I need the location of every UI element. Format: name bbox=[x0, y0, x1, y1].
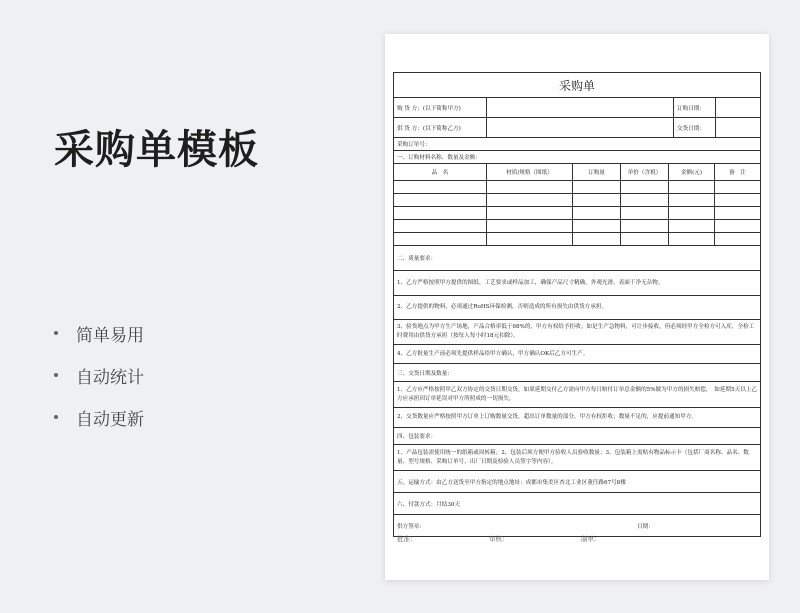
column-header: 备 注 bbox=[714, 164, 760, 180]
column-header: 订购量 bbox=[572, 164, 620, 180]
delivery-clause-1: 1、乙方应严格按照甲乙双方协定的交货日期交货，如果延期交付乙方需向甲方每日赔付订单总金额的5%做为甲方的损失赔偿， 如延期5天以上乙方应承担因订单延误对甲方所照成的一切损失。 bbox=[397, 386, 758, 402]
buyer-field bbox=[486, 98, 623, 117]
column-header: 材质/规格（图纸） bbox=[486, 164, 572, 180]
delivery-clause-2: 2、交货数量应严格按照甲方订单上订购数量交货，超出订单数量的部分，甲方有权拒收；数量不足的，应提前通知甲方。 bbox=[397, 414, 698, 420]
prepare-label: 制单： bbox=[581, 535, 601, 543]
table-cell bbox=[572, 181, 620, 193]
section-payment: 六、付款方式：月结30天 bbox=[397, 501, 461, 508]
spacer bbox=[623, 118, 673, 137]
table-cell bbox=[572, 233, 620, 245]
feature-label: 自动更新 bbox=[76, 409, 144, 430]
feature-item bbox=[54, 354, 144, 396]
table-cell bbox=[486, 233, 572, 245]
table-cell bbox=[486, 181, 572, 193]
buyer-label: 购 货 方：(以下简称甲方) bbox=[397, 105, 461, 112]
bullet-icon bbox=[54, 373, 58, 377]
review-label: 审核： bbox=[489, 535, 509, 543]
table-cell bbox=[620, 220, 668, 232]
table-cell bbox=[394, 207, 486, 219]
delivery-date-label: 交货日期： bbox=[673, 118, 715, 137]
bullet-icon bbox=[54, 331, 58, 335]
approval-line bbox=[393, 534, 761, 543]
table-cell bbox=[714, 181, 760, 193]
order-date-field bbox=[715, 98, 760, 117]
table-cell bbox=[714, 194, 760, 206]
table-cell bbox=[668, 181, 714, 193]
section-materials: 一、订购材料名称、数量及金额： bbox=[397, 155, 481, 161]
supplier-signature-label: 供方签章： bbox=[397, 523, 425, 530]
packing-clause-1: 1、产品包装需使用统一的纸箱或周转箱；2、包装后须方便甲方验收人员验收数量；3、包装箱上需贴有物品标示卡（包括厂商名称、品名、数量、型号规格、采购订单号、出厂日期及检验人员签字等内容）。 bbox=[397, 449, 749, 465]
table-cell bbox=[394, 194, 486, 206]
page-title: 采购单模板 bbox=[54, 127, 259, 173]
quality-clause-2: 2、乙方提供的物料，必须通过RoHS环保检测，否则造成的所有损失由供货方承担。 bbox=[397, 304, 608, 310]
section-transport: 五、运输方式：由乙方送货至甲方指定的地点地址：成都市集美区杏北工业区董任路67号8楼 bbox=[397, 479, 626, 486]
table-cell bbox=[668, 220, 714, 232]
table-cell bbox=[572, 207, 620, 219]
table-row bbox=[394, 219, 760, 232]
table-cell bbox=[486, 207, 572, 219]
order-date-label: 订购日期： bbox=[673, 98, 715, 117]
form-title: 采购单 bbox=[558, 78, 595, 93]
order-number-label: 采购订单号： bbox=[397, 142, 431, 148]
table-cell bbox=[714, 220, 760, 232]
table-cell bbox=[668, 194, 714, 206]
section-delivery: 三、交货日期及数量： bbox=[397, 370, 453, 377]
approve-label: 批准： bbox=[397, 535, 417, 543]
feature-item bbox=[54, 396, 144, 438]
table-cell bbox=[714, 207, 760, 219]
column-header: 品 名 bbox=[431, 170, 449, 176]
table-cell bbox=[394, 233, 486, 245]
quality-clause-3: 3、验货地点为甲方生产场地，产品合格率低于98%的，甲方有权给予拒收；如是生产急物料，可让步接收，但必须经甲方全检方可入库，全检工时费用由供货方承担（按每人每小时18元扣除）。 bbox=[397, 324, 755, 339]
table-cell bbox=[668, 233, 714, 245]
quality-clause-4: 4、乙方批量生产前必须先提供样品给甲方确认，甲方确认OK后乙方可生产。 bbox=[397, 350, 589, 357]
table-cell bbox=[620, 181, 668, 193]
table-cell bbox=[620, 233, 668, 245]
quality-clause-1: 1、乙方严格按照甲方提供的图纸、工艺要求或样品加工，确保产品尺寸精确，外观光滑、表面干净无杂物。 bbox=[397, 279, 664, 286]
bullet-icon bbox=[54, 415, 58, 419]
table-row bbox=[394, 206, 760, 219]
spacer bbox=[623, 98, 673, 117]
table-cell bbox=[572, 194, 620, 206]
delivery-date-field bbox=[715, 118, 760, 137]
section-packing: 四、包装要求： bbox=[397, 434, 437, 440]
column-header: 金额(元) bbox=[668, 164, 714, 180]
purchase-order-form bbox=[393, 72, 761, 537]
table-cell bbox=[486, 220, 572, 232]
table-row bbox=[394, 193, 760, 206]
table-cell bbox=[394, 220, 486, 232]
table-cell bbox=[620, 194, 668, 206]
feature-list bbox=[54, 312, 144, 438]
feature-item bbox=[54, 312, 144, 354]
supplier-field bbox=[486, 118, 623, 137]
table-cell bbox=[714, 233, 760, 245]
column-header: 单价（含税） bbox=[620, 164, 668, 180]
feature-label: 简单易用 bbox=[76, 325, 144, 346]
table-cell bbox=[620, 207, 668, 219]
sign-date-label: 日期： bbox=[637, 523, 654, 530]
table-cell bbox=[572, 220, 620, 232]
table-cell bbox=[394, 181, 486, 193]
table-cell bbox=[668, 207, 714, 219]
section-quality: 二、质量要求： bbox=[397, 256, 437, 262]
document-preview bbox=[385, 34, 769, 580]
table-row bbox=[394, 232, 760, 245]
table-row bbox=[394, 180, 760, 193]
table-cell bbox=[486, 194, 572, 206]
feature-label: 自动统计 bbox=[76, 367, 144, 388]
supplier-label: 供 货 方：(以下简称乙方) bbox=[397, 125, 461, 132]
